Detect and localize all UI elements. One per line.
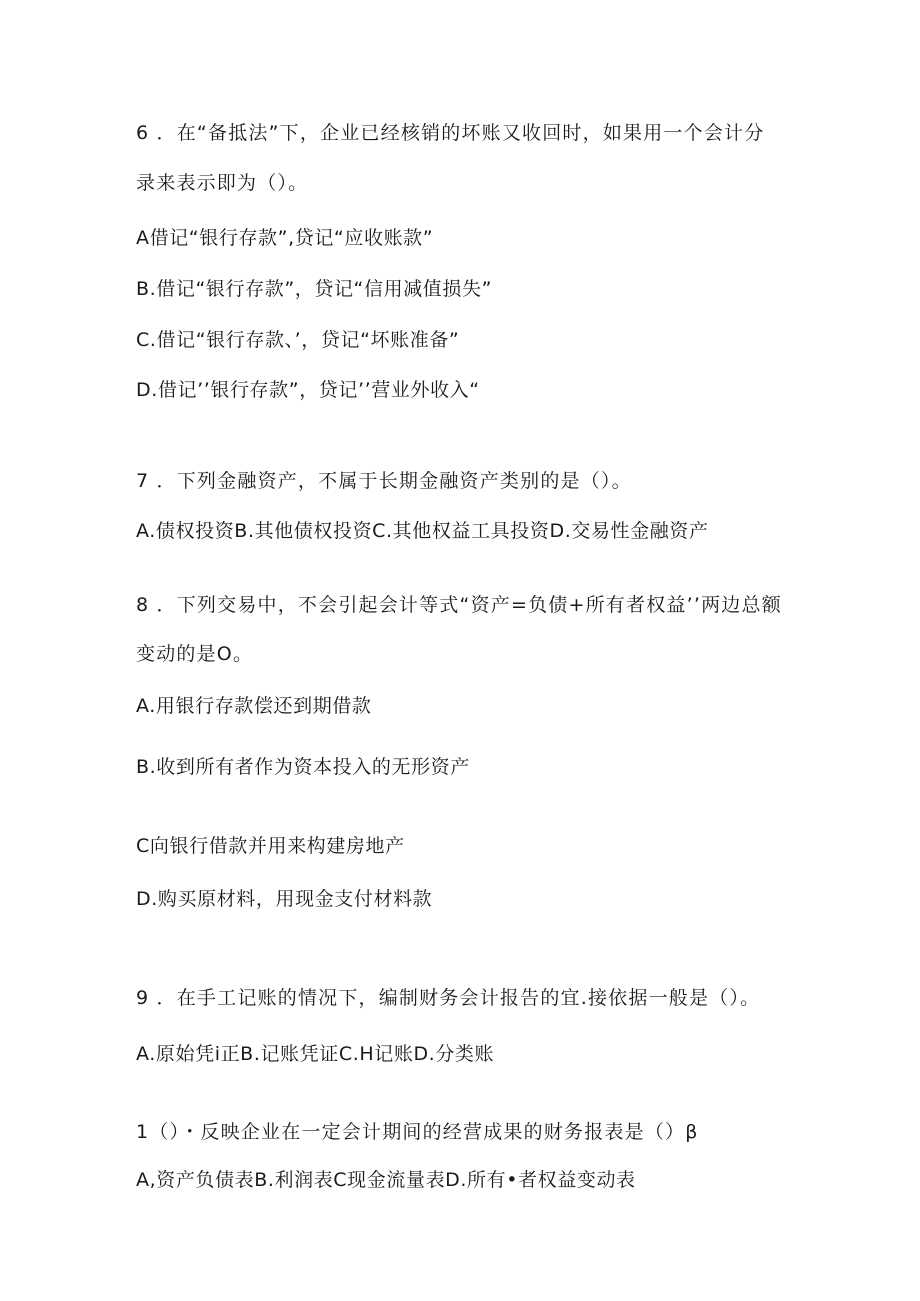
question-8-line-1: 8 ．下列交易中，不会引起会计等式“资产=负债+所有者权益’’两边总额 [136,594,782,616]
question-6-option-c: C.借记“银行存款、’，贷记“坏账准备” [136,329,460,351]
question-8-option-d: D.购买原材料，用现金支付材料款 [136,888,433,910]
question-6-option-d: D.借记’’银行存款”，贷记’’营业外收入“ [136,379,480,401]
question-6-line-1: 6 ．在“备抵法”下，企业已经核销的坏账又收回时，如果用一个会计分 [136,122,765,144]
question-6-option-a: A借记“银行存款”,贷记“应收账款” [136,227,434,249]
question-9-options: A.原始凭i正B.记账凭证C.H记账D.分类账 [136,1043,495,1065]
question-7-line-1: 7 ．下列金融资产，不属于长期金融资产类别的是（）。 [136,470,632,492]
question-10-options: A,资产负债表B.利润表C现金流量表D.所有•者权益变动表 [136,1169,636,1191]
question-7-options: A.债权投资B.其他债权投资C.其他权益工具投资D.交易性金融资产 [136,520,709,542]
question-9-line-1: 9 ．在手工记账的情况下，编制财务会计报告的宜.接依据一般是（）。 [136,987,761,1009]
question-8-option-c: C向银行借款并用来构建房地产 [136,835,405,857]
question-6-line-2: 录来表示即为（）。 [136,172,309,194]
question-8-line-2: 变动的是O。 [136,643,254,665]
question-6-option-b: B.借记“银行存款”，贷记“信用减值损失” [136,278,493,300]
question-10-line-1: 1（）・反映企业在一定会计期间的经营成果的财务报表是（）β [136,1121,699,1143]
question-8-option-b: B.收到所有者作为资本投入的无形资产 [136,756,470,778]
question-8-option-a: A.用银行存款偿还到期借款 [136,695,372,717]
